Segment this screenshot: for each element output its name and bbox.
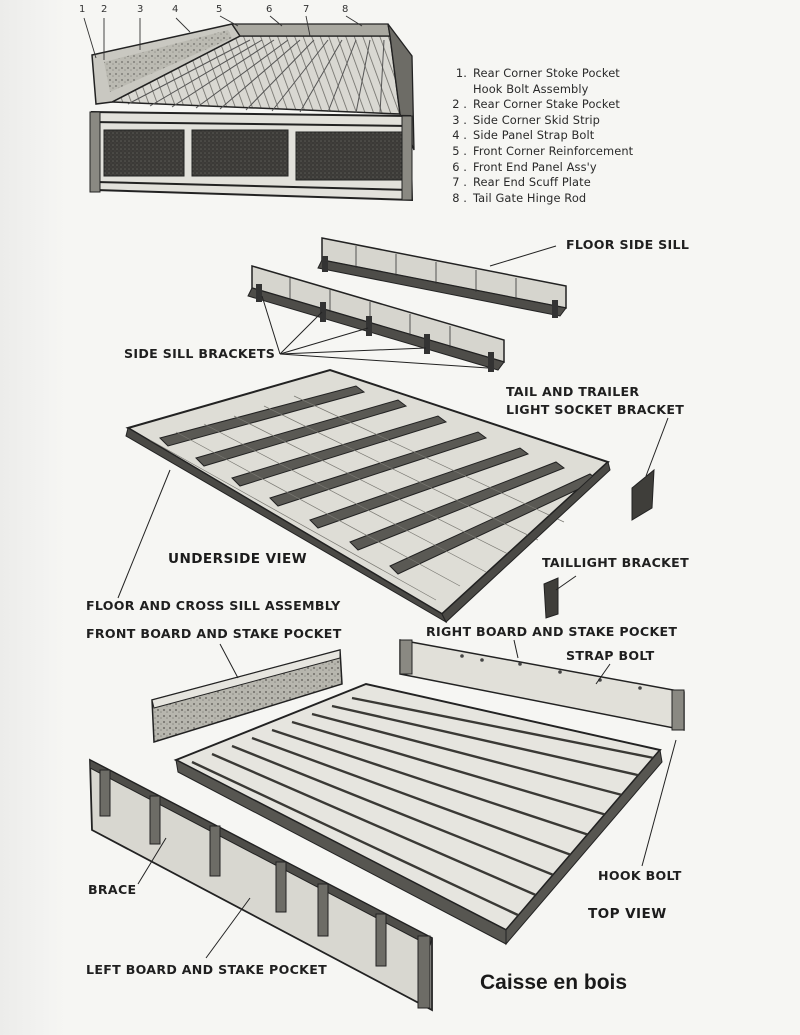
title-top-view: TOP VIEW: [588, 906, 667, 922]
label-front-board: FRONT BOARD AND STAKE POCKET: [86, 626, 342, 641]
label-tail-trailer-line2: LIGHT SOCKET BRACKET: [506, 402, 685, 417]
callout-number-1: 1: [79, 4, 86, 15]
callout-number-7: 7: [303, 4, 310, 15]
legend-item: 6 . Front End Panel Ass'y: [452, 159, 597, 174]
label-right-board: RIGHT BOARD AND STAKE POCKET: [426, 624, 678, 639]
label-hook-bolt: HOOK BOLT: [598, 868, 682, 883]
label-brace: BRACE: [88, 882, 137, 897]
legend-item: 3 . Side Corner Skid Strip: [452, 112, 601, 127]
caption: Caisse en bois: [480, 971, 628, 994]
label-strap-bolt: STRAP BOLT: [566, 648, 655, 663]
legend-item: 2 . Rear Corner Stake Pocket: [452, 97, 620, 112]
legend-item: 1. Rear Corner Stoke Pocket: [455, 66, 620, 80]
legend-item: 8 . Tail Gate Hinge Rod: [452, 190, 587, 205]
legend-item: Hook Bolt Assembly: [473, 81, 589, 96]
label-side-sill-brackets: SIDE SILL BRACKETS: [124, 346, 276, 361]
callout-number-4: 4: [172, 4, 179, 15]
callout-number-3: 3: [137, 4, 144, 15]
callout-number-2: 2: [101, 4, 108, 15]
truck-bed-perspective: [84, 16, 414, 200]
label-tail-trailer-line1: TAIL AND TRAILER: [506, 384, 640, 399]
legend-item: 5 . Front Corner Reinforcement: [452, 143, 634, 158]
floor-side-sills: [248, 238, 566, 372]
parts-legend: [447, 66, 707, 206]
label-floor-side-sill: FLOOR SIDE SILL: [566, 237, 690, 252]
label-left-board: LEFT BOARD AND STAKE POCKET: [86, 962, 327, 977]
callout-number-6: 6: [266, 4, 273, 15]
label-floor-cross-sill: FLOOR AND CROSS SILL ASSEMBLY: [86, 598, 341, 613]
title-underside-view: UNDERSIDE VIEW: [168, 551, 308, 567]
label-taillight-bracket: TAILLIGHT BRACKET: [542, 555, 689, 570]
legend-item: 4 . Side Panel Strap Bolt: [452, 128, 595, 143]
legend-item: 7 . Rear End Scuff Plate: [452, 175, 591, 190]
callout-number-5: 5: [216, 4, 223, 15]
callout-number-8: 8: [342, 4, 349, 15]
